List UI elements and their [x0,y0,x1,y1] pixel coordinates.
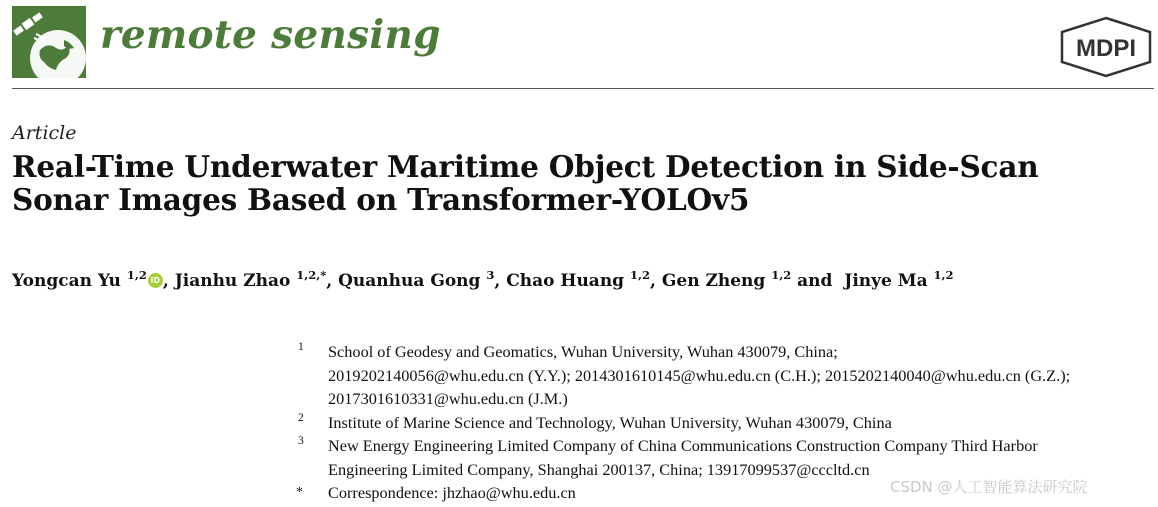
affiliation-line: New Energy Engineering Limited Company of China Communications Construction Company Third Harbor [328,436,1038,455]
affiliation-item [296,434,1154,481]
author-separator: , [494,271,507,291]
affiliation-line[interactable]: 2019202140056@whu.edu.cn (Y.Y.); 2014301610145@whu.edu.cn (C.H.); 2015202140040@whu.edu.cn (G.Z.); [328,365,1071,385]
mdpi-logo-text: MDPI [1076,35,1136,62]
affiliation-marker: 1 [298,341,304,353]
affiliation-item [296,411,1154,435]
title-line: Sonar Images Based on Transformer-YOLOv5 [12,182,750,217]
affiliation-marker: 3 [298,435,304,447]
correspondence-line[interactable]: Correspondence: jhzhao@whu.edu.cn [328,483,576,502]
affiliation-marker: 2 [298,411,304,424]
affiliation-line[interactable]: 2017301610331@whu.edu.cn (J.M.) [328,389,568,408]
title-line: Real-Time Underwater Maritime Object Detection in Side-Scan [12,149,1039,184]
author-affiliation-sup: 1,2 [933,268,954,282]
journal-name[interactable]: remote sensing [100,12,441,58]
author-name[interactable]: Jianhu Zhao [174,271,291,291]
csdn-watermark: CSDN @人工智能算法研究院 [890,478,1088,496]
satellite-globe-icon [12,6,86,78]
author-affiliation-sup: 1,2 [771,268,792,282]
author-separator: , [326,271,339,291]
author-affiliation-sup: 1,2 [126,268,147,282]
mdpi-hexagon-icon [1058,16,1154,78]
header-divider [12,88,1154,89]
author-affiliation-sup: 3 [486,268,495,282]
author-list [12,268,954,291]
correspondence-marker: * [296,485,303,500]
affiliation-item [296,340,1154,411]
author-separator: , [650,271,662,291]
author-affiliation-sup: 1,2,* [296,268,327,282]
mdpi-logo[interactable] [1058,16,1154,78]
author-affiliation-sup: 1,2 [630,268,651,282]
author-name[interactable]: Quanhua Gong [338,271,481,291]
author-separator: , [162,271,175,291]
orcid-icon[interactable]: iD [148,273,163,288]
author-name[interactable]: Gen Zheng [661,271,766,291]
author-name[interactable]: Yongcan Yu [12,271,121,291]
affiliation-line[interactable]: Engineering Limited Company, Shanghai 200137, China; 13917099537@cccltd.cn [328,459,870,479]
author-name[interactable]: Jinye Ma [844,271,928,291]
article-title [12,150,1152,216]
affiliation-line: School of Geodesy and Geomatics, Wuhan University, Wuhan 430079, China; [328,342,838,361]
affiliation-line: Institute of Marine Science and Technology, Wuhan University, Wuhan 430079, China [328,412,892,432]
author-separator: and [791,271,839,291]
journal-logo [12,6,86,78]
article-type: Article [12,122,77,144]
author-name[interactable]: Chao Huang [506,271,625,291]
